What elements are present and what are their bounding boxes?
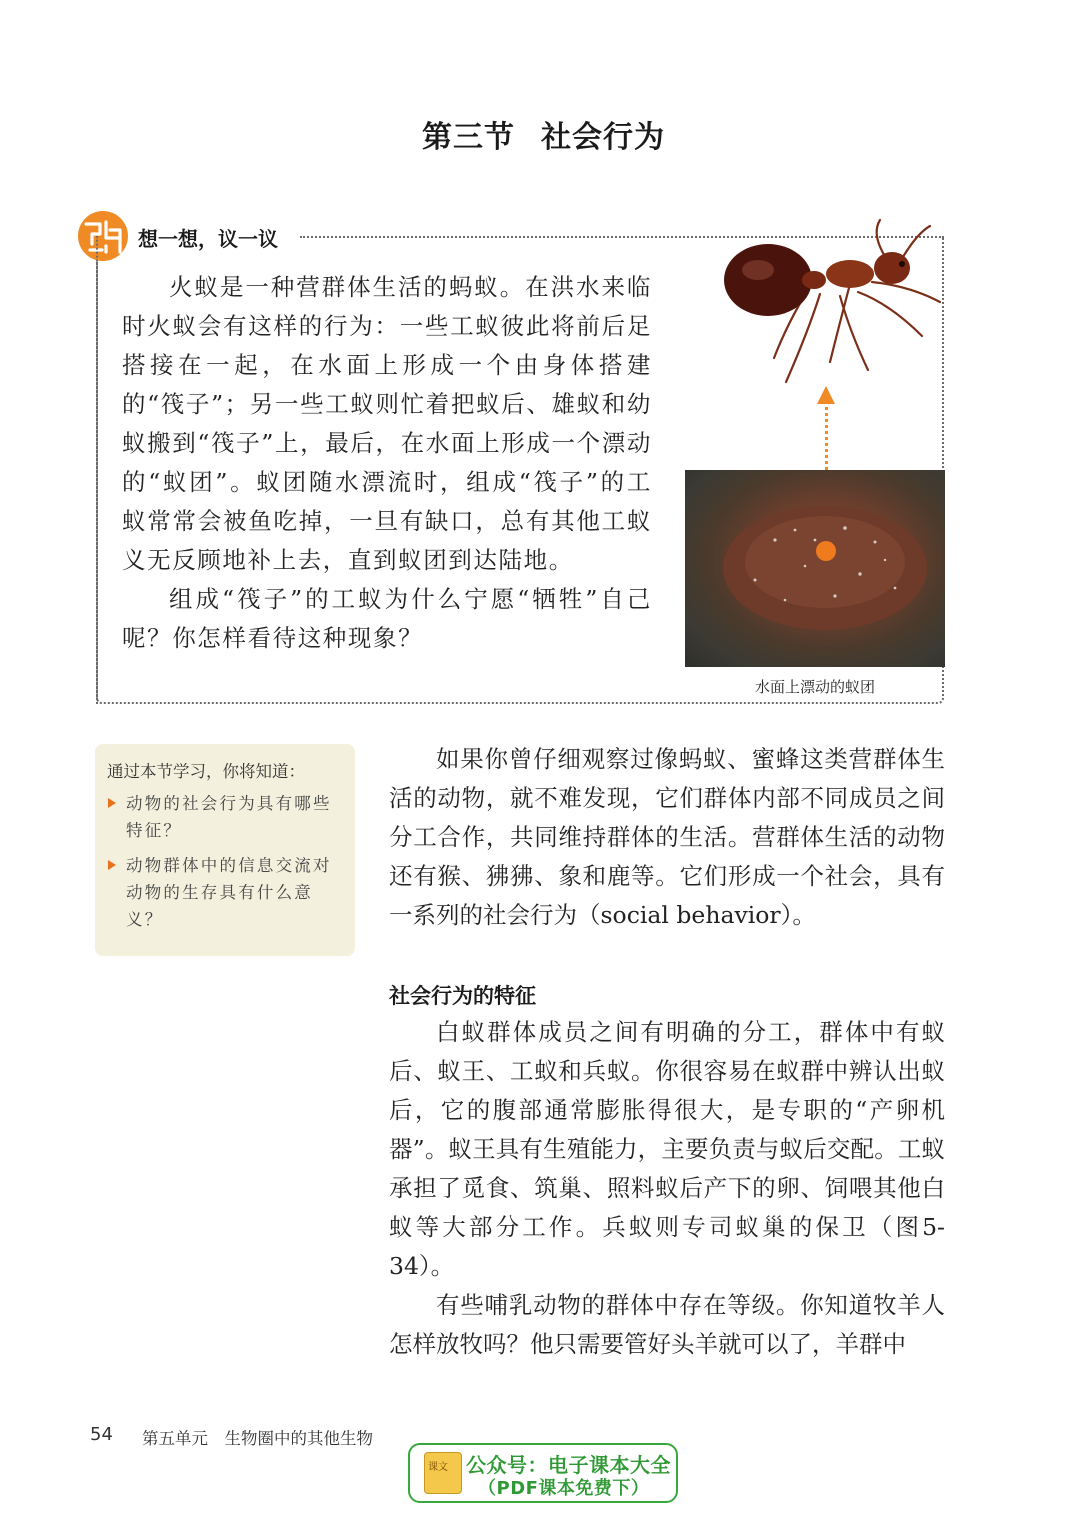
objectives-list [106, 790, 344, 941]
ant-raft-texture [685, 470, 945, 667]
think-discuss-label: 想一想，议一议 [138, 227, 278, 251]
bullet-triangle-icon [108, 798, 116, 808]
objective-item: 动物群体中的信息交流对动物的生存具有什么意义？ [106, 852, 344, 933]
intro-paragraph: 如果你曾仔细观察过像蚂蚁、蜜蜂这类营群体生活的动物，就不难发现，它们群体内部不同成员之间分工合作，共同维持群体的生活。营群体生活的动物还有猴、狒狒、象和鹿等。它们形成一个社会，具有一系列的社会行为（social behavior）。 [389, 745, 945, 929]
title-section-number: 第三节 [422, 120, 515, 155]
think-discuss-text [122, 268, 652, 658]
bullet-triangle-icon [108, 860, 116, 870]
intro-paragraph-block [389, 740, 945, 935]
watermark-line1: 公众号：电子课本大全 [466, 1453, 671, 1477]
page-number: 54 [90, 1424, 113, 1445]
think-paragraph-story: 火蚁是一种营群体生活的蚂蚁。在洪水来临时火蚁会有这样的行为：一些工蚁彼此将前后足搭接在一起，在水面上形成一个由身体搭建的“筏子”；另一些工蚁则忙着把蚁后、雄蚁和幼蚁搬到“筏子”上，最后，在水面上形成一个漂动的“蚁团”。蚁团随水漂流时，组成“筏子”的工蚁常常会被鱼吃掉，一旦有缺口，总有其他工蚁义无反顾地补上去，直到蚁团到达陆地。 [122, 273, 652, 574]
arrow-origin-dot [816, 541, 836, 561]
fire-ant-image [690, 212, 952, 402]
chapter-footer: 第五单元 生物圈中的其他生物 [142, 1429, 373, 1448]
book-icon-label: 课文 [428, 1462, 448, 1473]
section-body [389, 1013, 945, 1364]
objective-item: 动物的社会行为具有哪些特征？ [106, 790, 344, 844]
raft-photo-caption: 水面上漂动的蚁团 [754, 678, 875, 696]
ant-raft-photo [685, 470, 945, 667]
mammal-paragraph: 有些哺乳动物的群体中存在等级。你知道牧羊人怎样放牧吗？他只需要管好头羊就可以了，羊群中 [389, 1291, 945, 1358]
watermark-line2: （PDF课本免费下） [478, 1478, 650, 1499]
termite-paragraph: 白蚁群体成员之间有明确的分工，群体中有蚁后、蚁王、工蚁和兵蚁。你很容易在蚁群中辨认出蚁后，它的腹部通常膨胀得很大，是专职的“产卵机器”。蚁王具有生殖能力，主要负责与蚁后交配。工蚁承担了觅食、筑巢、照料蚁后产下的卵、饲喂其他白蚁等大部分工作。兵蚁则专司蚁巢的保卫（图5-34）。 [389, 1018, 945, 1280]
section-heading: 社会行为的特征 [389, 984, 536, 1008]
page-title [0, 112, 1087, 156]
objectives-heading: 通过本节学习，你将知道： [107, 762, 305, 781]
think-paragraph-question: 组成“筏子”的工蚁为什么宁愿“牺牲”自己呢？你怎样看待这种现象？ [122, 585, 652, 652]
title-section-name: 社会行为 [541, 120, 665, 155]
